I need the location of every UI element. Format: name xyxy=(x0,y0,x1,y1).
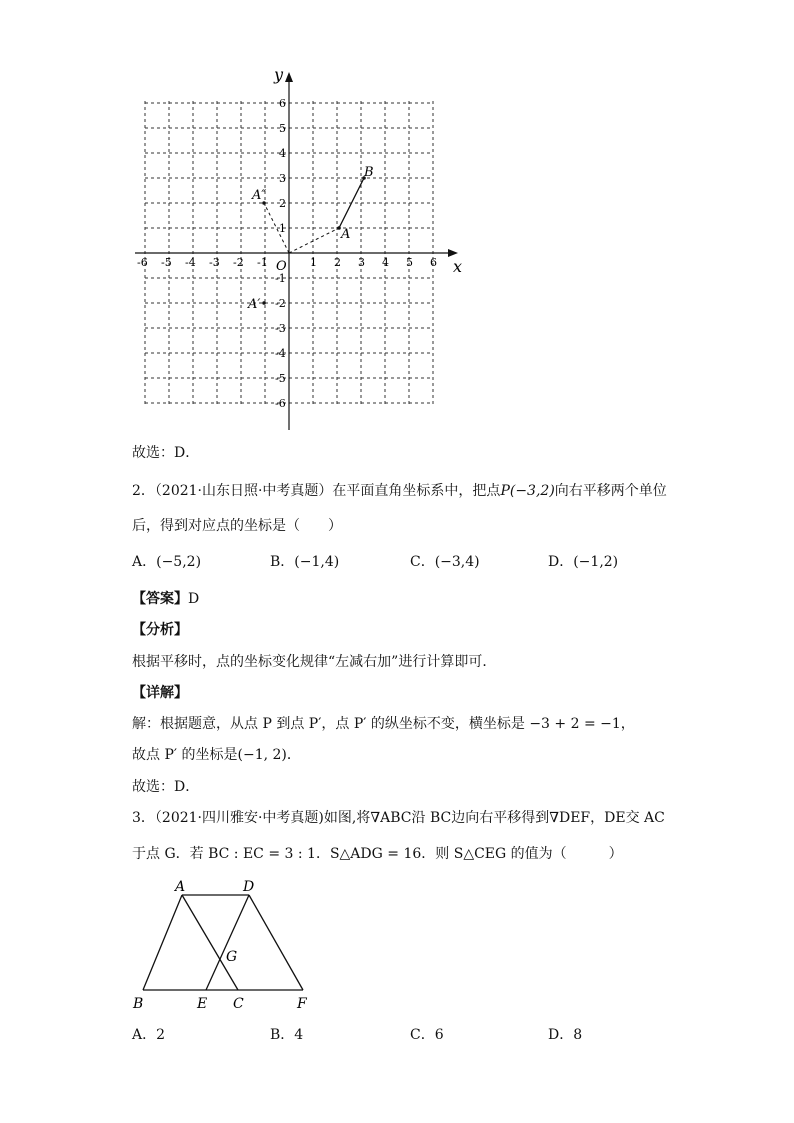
answer-tag: 【答案】 xyxy=(132,591,188,607)
coordinate-graph xyxy=(120,60,480,440)
x-tick-label: -2 xyxy=(233,256,244,269)
x-tick-label: 1 xyxy=(310,256,317,269)
y-tick-label: 2 xyxy=(279,197,286,210)
x-axis-label: x xyxy=(453,257,463,276)
x-tick-label: 4 xyxy=(382,256,389,269)
x-tick-label: 3 xyxy=(358,256,365,269)
y-tick-label: -4 xyxy=(275,347,286,360)
y-tick-label: -6 xyxy=(275,397,286,410)
q2-line-2: 后，得到对应点的坐标是（ ） xyxy=(132,518,342,534)
answer-value: D xyxy=(188,591,200,607)
q3-option-b: B．4 xyxy=(270,1027,304,1043)
answer-line-1: 故选：D． xyxy=(132,445,200,461)
x-tick-label: -1 xyxy=(257,256,268,269)
segment-OA xyxy=(289,228,339,253)
y-tick-label: 3 xyxy=(279,172,286,185)
label-B: B xyxy=(364,165,374,180)
x-tick-label: -3 xyxy=(209,256,220,269)
detail-line-2: 故点 P′ 的坐标是(−1, 2)． xyxy=(132,747,301,763)
detail-tag: 【详解】 xyxy=(132,685,188,701)
q2-final: 故选：D． xyxy=(132,779,200,795)
y-tick-label: -3 xyxy=(275,322,286,335)
point-A1 xyxy=(262,301,266,305)
x-axis-arrow xyxy=(448,249,458,257)
q2-option-b: B．(−1,4) xyxy=(270,554,340,570)
side-AC xyxy=(182,895,238,990)
side-AB xyxy=(143,895,182,990)
side-DE xyxy=(206,895,249,990)
q2-option-c: C．(−3,4) xyxy=(410,554,480,570)
x-tick-label: -5 xyxy=(161,256,172,269)
q2-option-d: D．(−1,2) xyxy=(548,554,619,570)
label-E: E xyxy=(197,996,208,1012)
q2-answer xyxy=(132,588,199,608)
y-tick-label: 6 xyxy=(279,97,286,110)
q2-option-a: A．(−5,2) xyxy=(132,554,202,570)
y-tick-label: -2 xyxy=(275,297,286,310)
q2-text-b: 向右平移两个单位 xyxy=(554,483,667,499)
label-B: B xyxy=(133,996,144,1012)
x-tick-label: 6 xyxy=(430,256,437,269)
x-tick-label: -4 xyxy=(185,256,196,269)
q2-text-a: 2．（2021·山东日照·中考真题）在平面直角坐标系中，把点 xyxy=(132,483,501,499)
label-A: A xyxy=(175,879,186,895)
x-tick-labels xyxy=(137,256,437,269)
label-A-double-prime: A″ xyxy=(252,188,267,203)
x-tick-label: 2 xyxy=(334,256,341,269)
label-G: G xyxy=(226,949,238,965)
y-tick-label: 1 xyxy=(279,222,286,235)
y-tick-label: 5 xyxy=(279,122,286,135)
y-tick-label: -1 xyxy=(275,272,286,285)
q3-line-2: 于点 G．若 BC : EC = 3 : 1．S△ADG = 16．则 S△CEG 的值为（ ） xyxy=(132,846,623,862)
x-tick-label: 5 xyxy=(406,256,413,269)
origin-label: O xyxy=(276,259,287,274)
label-A-prime: A′ xyxy=(248,297,261,312)
q3-option-c: C．6 xyxy=(410,1027,444,1043)
y-tick-label: -5 xyxy=(275,372,286,385)
y-axis-label: y xyxy=(274,65,284,84)
label-F: F xyxy=(297,996,307,1012)
detail-line-1: 解：根据题意，从点 P 到点 P′，点 P′ 的纵坐标不变，横坐标是 −3 + 2 = −1， xyxy=(132,716,635,732)
analysis-tag: 【分析】 xyxy=(132,622,188,638)
q3-option-d: D．8 xyxy=(548,1027,583,1043)
q3-line-1: 3．（2021·四川雅安·中考真题)如图,将∇ABC沿 BC边向右平移得到∇DEF，DE交 AC xyxy=(132,810,665,826)
label-D: D xyxy=(243,879,255,895)
label-C: C xyxy=(233,996,244,1012)
segment-AB xyxy=(339,178,364,228)
y-tick-label: 4 xyxy=(279,147,286,160)
label-A: A xyxy=(341,227,351,242)
q2-point: P(−3,2) xyxy=(500,483,555,499)
q3-option-a: A．2 xyxy=(132,1027,166,1043)
analysis-text: 根据平移时，点的坐标变化规律“左减右加”进行计算即可． xyxy=(132,654,497,670)
trapezoid-figure xyxy=(125,875,325,1015)
side-DF xyxy=(249,895,303,990)
x-tick-label: -6 xyxy=(137,256,148,269)
q2-line-1 xyxy=(132,480,667,500)
y-axis-arrow xyxy=(285,72,293,82)
